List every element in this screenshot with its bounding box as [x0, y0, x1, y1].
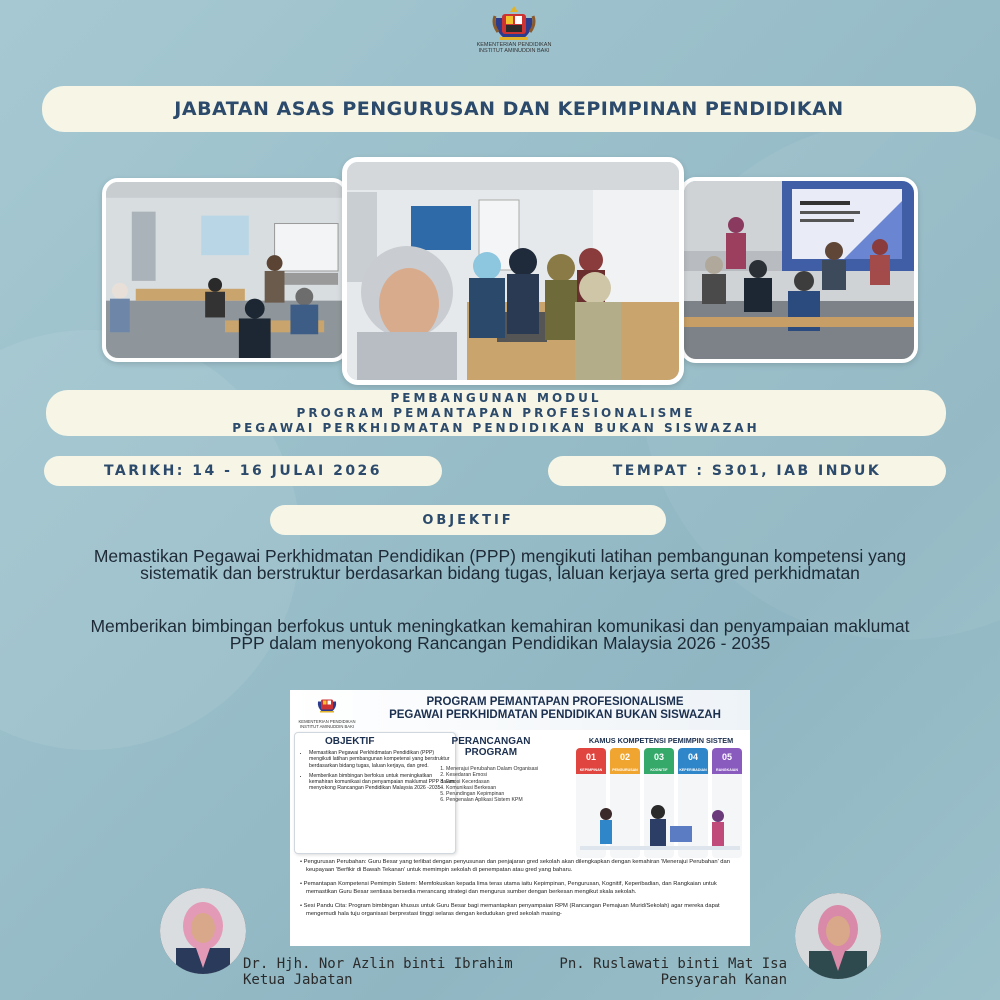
plan-item: 1. Menerajui Perubahan Dalam Organisasi — [446, 766, 556, 772]
venue-badge — [548, 456, 946, 486]
signature-left-title: Ketua Jabatan — [243, 972, 353, 988]
objective-heading: OBJEKTIF — [422, 512, 514, 528]
poster-bullet-2: • Pemantapan Kompetensi Pemimpin Sistem: Memfokuskan kepada lima teras utama iaitu Kepimpinan, Pengurusan, Kognitif, Keperibadian, dan Rangkaian untuk memastikan Guru Besar sentiasa bersedia merancang strategi dan mengurus sumber dengan berkesan mengikut skala sekolah. — [300, 881, 717, 895]
competency-number: 05 — [712, 748, 742, 766]
module-line-1: PEMBANGUNAN MODUL — [390, 390, 602, 405]
crest-icon — [316, 694, 338, 714]
poster-title-line-1: PROGRAM PEMANTAPAN PROFESIONALISME — [426, 696, 684, 708]
ministry-logo — [476, 4, 552, 60]
competency-number: 03 — [644, 748, 674, 766]
institute-name: INSTITUT AMINUDDIN BAKI — [478, 48, 550, 54]
plan-item: 3. Emosi Kecerdasan — [446, 779, 556, 785]
competency-label: KEPIMPINAN — [576, 766, 606, 774]
plan-item: 6. Pengenalan Aplikasi Sistem KPM — [446, 797, 556, 803]
classroom-photo-right — [680, 177, 918, 363]
classroom-photo-left — [102, 178, 348, 362]
signature-left-name: Dr. Hjh. Nor Azlin binti Ibrahim — [243, 956, 513, 972]
poster-bullet-1: • Pengurusan Perubahan: Guru Besar yang terlibat dengan penyusunan dan penjajaran gred sekolah akan dilengkapkan dengan kemahiran 'Menerajui Perubahan' dan keupayaan 'Berfikir di Bawah Tekanan' untuk memimpin sekolah di penempatan atau gred yang baharu. — [300, 859, 730, 873]
poster-institute-name: INSTITUT AMINUDDIN BAKI — [299, 724, 355, 729]
competency-number: 01 — [576, 748, 606, 766]
competency-label: KEPERIBADIAN — [679, 768, 707, 772]
plan-item: 2. Kesedaran Emosi — [446, 772, 556, 778]
module-banner — [46, 390, 946, 436]
competency-number: 04 — [678, 748, 708, 766]
poster-title — [360, 696, 750, 722]
program-poster — [290, 690, 750, 946]
module-line-3: PEGAWAI PERKHIDMATAN PENDIDIKAN BUKAN SISWAZAH — [232, 420, 760, 435]
poster-bullets — [298, 858, 744, 924]
people-illustration — [570, 800, 750, 856]
poster-competency-dictionary — [576, 736, 746, 772]
plan-item: 4. Komunikasi Berkesan — [446, 785, 556, 791]
venue-text: TEMPAT : S301, IAB INDUK — [612, 463, 882, 479]
signature-right-name: Pn. Ruslawati binti Mat Isa — [559, 956, 787, 972]
poster-logo — [296, 694, 358, 729]
signature-right — [541, 956, 787, 988]
competency-label: KOGNITIF — [644, 766, 674, 774]
poster-bullet-3: • Sesi Pandu Cita: Program bimbingan khusus untuk Guru Besar bagi memantapkan penyampaian RPM (Rancangan Pemajuan Murid/Sekolah) agar mereka dapat mengemudi hala tuju organisasi berprestasi tinggi selaras dengan kedudukan gred sekolah masing- — [300, 903, 720, 917]
poster-objective-1: • Memastikan Pegawai Perkhidmatan Pendidikan (PPP) mengikuti latihan pembangunan kompetensi yang berstruktur berdasarkan bidang tugas, laluan kerjaya, dan gred. — [309, 750, 455, 769]
avatar-senior-lecturer — [795, 893, 881, 979]
competency-number: 02 — [610, 748, 640, 766]
crest-icon — [492, 4, 536, 42]
poster-objective-heading: OBJEKTIF — [325, 736, 375, 747]
poster-plan-heading: PERANCANGAN PROGRAM — [451, 736, 531, 758]
objective-text-2: Memberikan bimbingan berfokus untuk meningkatkan kemahiran komunikasi dan penyampaian maklumat PPP dalam menyokong Rancangan Pendidikan Malaysia 2026 - 2035 — [90, 616, 910, 653]
competency-label: RANGKAIAN — [712, 766, 742, 774]
avatar-head-of-department — [160, 888, 246, 974]
poster-title-line-2: PEGAWAI PERKHIDMATAN PENDIDIKAN BUKAN SISWAZAH — [389, 709, 721, 721]
poster-objective-2: • Memberikan bimbingan berfokus untuk meningkatkan kemahiran komunikasi dan penyampaian maklumat PPP dalam menyokong Rancangan Pendidikan Malaysia 2026 -2035. — [309, 773, 455, 792]
poster-ministry-name: KEMENTERIAN PENDIDIKAN — [298, 719, 356, 724]
department-title: JABATAN ASAS PENGURUSAN DAN KEPIMPINAN PENDIDIKAN — [174, 98, 844, 120]
date-badge — [44, 456, 442, 486]
signature-right-title: Pensyarah Kanan — [660, 972, 787, 988]
competency-label: PENGURUSAN — [610, 766, 640, 774]
module-line-2: PROGRAM PEMANTAPAN PROFESIONALISME — [296, 405, 696, 420]
objective-heading-badge — [270, 505, 666, 535]
ministry-name: KEMENTERIAN PENDIDIKAN — [476, 42, 552, 48]
group-selfie-photo — [342, 157, 684, 385]
objective-text-1: Memastikan Pegawai Perkhidmatan Pendidikan (PPP) mengikuti latihan pembangunan kompetensi yang sistematik dan berstruktur berdasarkan bidang tugas, laluan kerjaya serta gred perkhidmatan — [93, 546, 907, 583]
signature-left — [243, 956, 513, 988]
department-title-banner — [42, 86, 976, 132]
poster-kamus-heading: KAMUS KOMPETENSI PEMIMPIN SISTEM — [588, 736, 734, 745]
poster-program-plan — [426, 736, 556, 804]
date-text: TARIKH: 14 - 16 JULAI 2026 — [103, 463, 383, 479]
plan-item: 5. Perundingan Kepimpinan — [446, 791, 556, 797]
